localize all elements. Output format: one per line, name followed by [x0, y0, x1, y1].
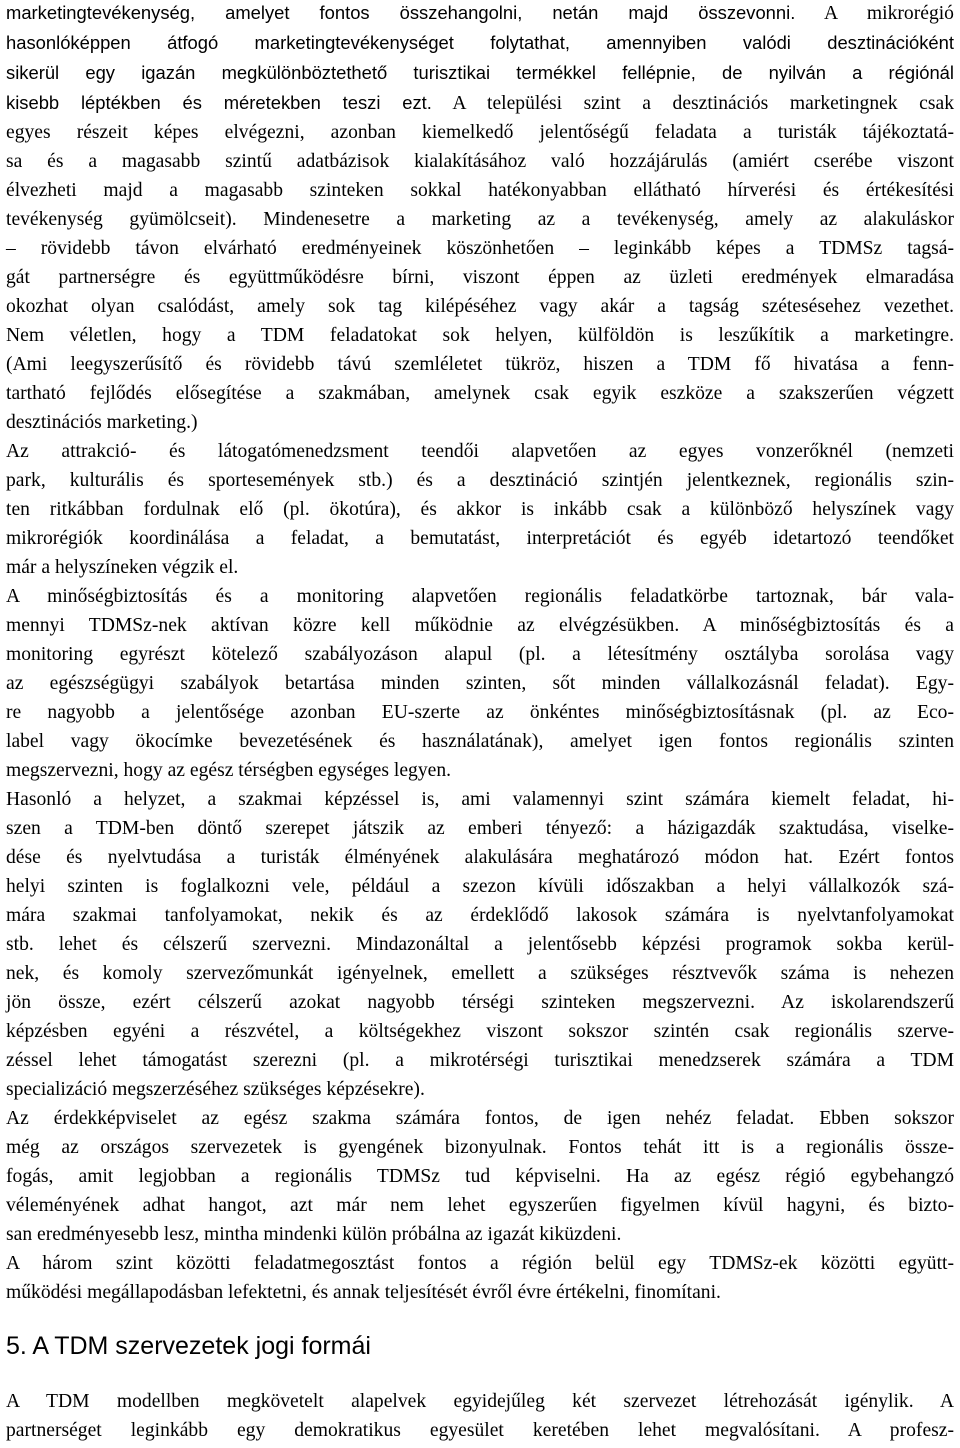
- paragraph: [6, 785, 954, 1104]
- text-run-sans: marketingtevékenység, amelyet fontos összehangolni, netán majd összevonni.: [6, 2, 796, 23]
- text-run: stb. lehet és célszerű szervezni. Mindazonáltal a jelentősebb képzési programok sokba kerül-: [6, 934, 954, 955]
- text-line: [6, 1017, 954, 1046]
- text-run: mikrorégiók koordinálása a feladat, a bemutatást, interpretációt és egyéb idetartozó teendőket: [6, 528, 954, 549]
- text-run: ten ritkábban fordulnak elő (pl. ökotúra), és akkor is inkább csak a különböző helyszínek vagy: [6, 499, 954, 520]
- text-run: már a helyszíneken végzik el.: [6, 557, 239, 578]
- text-run: A három szint közötti feladatmegosztást fontos a régión belül egy TDMSz-ek közötti együtt-: [6, 1253, 954, 1274]
- text-run: Az attrakció- és látogatómenedzsment teendői alapvetően az egyes vonzerőknél (nemzeti: [6, 441, 954, 462]
- text-line: [6, 1162, 954, 1191]
- text-run: san eredményesebb lesz, mintha mindenki külön próbálna az igazát kiküzdeni.: [6, 1224, 622, 1245]
- text-run: A TDM modellben megkövetelt alapelvek egyidejűleg két szervezet létrehozását igénylik. A: [6, 1391, 954, 1412]
- text-line: [6, 901, 954, 930]
- text-line: [6, 234, 954, 263]
- text-run: az egészségügyi szabályok betartása minden szinten, sőt minden vállalkozásnál feladat). Egy-: [6, 673, 954, 694]
- section-heading: 5. A TDM szervezetek jogi formái: [6, 1332, 371, 1360]
- text-line: [6, 843, 954, 872]
- text-line: [6, 147, 954, 176]
- text-line: [6, 1220, 954, 1249]
- text-run: park, kulturális és sportesemények stb.) és a desztináció szintjén jelentkeznek, regionális szin-: [6, 470, 954, 491]
- text-line: [6, 205, 954, 234]
- text-line: [6, 88, 954, 118]
- text-run: megszervezni, hogy az egész térségben egységes legyen.: [6, 760, 452, 781]
- text-run: (Ami leegyszerűsítő és rövidebb távú szemléletet tükröz, hiszen a TDM fő hivatása a fenn-: [6, 354, 954, 375]
- text-run-sans: hasonlóképpen átfogó marketingtevékenységet folytathat, amennyiben valódi desztinációként: [6, 32, 954, 53]
- text-line: [6, 640, 954, 669]
- text-line: [6, 466, 954, 495]
- paragraph: [6, 437, 954, 582]
- text-line: [6, 1278, 954, 1307]
- text-run: okozhat olyan csalódást, amely sok tag kilépéséhez vagy akár a tagság szétesésehez vezethet.: [6, 296, 954, 317]
- text-run: A települési szint a desztinációs marketingnek csak: [431, 93, 954, 114]
- text-line: [6, 408, 954, 437]
- text-line: [6, 524, 954, 553]
- text-run: működési megállapodásban lefektetni, és annak teljesítését évről évre értékelni, finomítani.: [6, 1282, 721, 1303]
- text-line: [6, 1249, 954, 1278]
- text-line: [6, 0, 954, 28]
- text-run: Nem véletlen, hogy a TDM feladatokat sok helyen, külföldön is leszűkítik a marketingre.: [6, 325, 954, 346]
- text-run: A mikrorégió: [795, 3, 954, 24]
- text-run: – rövidebb távon elvárható eredményeinek köszönhetően – leginkább képes a TDMSz tagsá-: [6, 238, 954, 259]
- text-run: mára szakmai tanfolyamokat, nekik és az érdeklődő lakosok számára is nyelvtanfolyamokat: [6, 905, 954, 926]
- text-line: [6, 930, 954, 959]
- text-run: zéssel lehet támogatást szerezni (pl. a mikrotérségi turisztikai menedzserek számára a TDM: [6, 1050, 954, 1071]
- text-line: [6, 118, 954, 147]
- text-run: még az országos szervezetek is gyengének bizonyulnak. Fontos tehát itt is a regionális össze-: [6, 1137, 954, 1158]
- text-run: szen a TDM-ben döntő szerepet játszik az emberi tényező: a házigazdák szaktudása, viselke-: [6, 818, 954, 839]
- text-run: Az érdekképviselet az egész szakma számára fontos, de igen nehéz feladat. Ebben sokszor: [6, 1108, 954, 1129]
- text-line: [6, 872, 954, 901]
- text-line: [6, 28, 954, 58]
- text-run: mennyi TDMSz-nek aktívan közre kell működnie az elvégzésükben. A minőségbiztosítás és a: [6, 615, 954, 636]
- text-line: [6, 814, 954, 843]
- text-line: [6, 1104, 954, 1133]
- text-line: [6, 321, 954, 350]
- text-line: [6, 1191, 954, 1220]
- text-line: [6, 437, 954, 466]
- final-paragraph: [6, 1387, 954, 1445]
- text-run: re nagyobb a jelentősége azonban EU-szerte az önkéntes minőségbiztosításnak (pl. az Eco-: [6, 702, 954, 723]
- text-run: Hasonló a helyzet, a szakmai képzéssel is, ami valamennyi szint számára kiemelt feladat, hi-: [6, 789, 954, 810]
- text-line: [6, 1133, 954, 1162]
- paragraph: [6, 1104, 954, 1249]
- text-line: [6, 611, 954, 640]
- paragraph: [6, 1387, 954, 1445]
- text-line: [6, 1416, 954, 1445]
- text-run: egyes részeit képes elvégezni, azonban kiemelkedő jelentőségű feladata a turisták tájékoztatá-: [6, 122, 954, 143]
- text-line: [6, 988, 954, 1017]
- text-run: tevékenység gyümölcseit). Mindenesetre a marketing az a tevékenység, amely az alakuláskor: [6, 209, 954, 230]
- text-line: [6, 495, 954, 524]
- text-line: [6, 553, 954, 582]
- text-run: desztinációs marketing.): [6, 412, 198, 433]
- body-text: [6, 0, 954, 1307]
- text-run: sa és a magasabb szintű adatbázisok kialakításához való hozzájárulás (amiért cserébe viszont: [6, 151, 954, 172]
- text-run: helyi szinten is foglalkozni vele, például a szezon kívüli időszakban a helyi vállalkozók szá-: [6, 876, 954, 897]
- text-run: nek, és komoly szervezőmunkát igényelnek, emellett a szükséges résztvevők száma is nehezen: [6, 963, 954, 984]
- text-line: [6, 756, 954, 785]
- text-line: [6, 669, 954, 698]
- text-line: [6, 263, 954, 292]
- text-line: [6, 1387, 954, 1416]
- text-line: [6, 292, 954, 321]
- text-line: [6, 1046, 954, 1075]
- text-line: [6, 379, 954, 408]
- text-line: [6, 176, 954, 205]
- text-line: [6, 698, 954, 727]
- text-line: [6, 1075, 954, 1104]
- text-run: jön össze, ezért célszerű azokat nagyobb térségi szinteken megszervezni. Az iskolarendszerű: [6, 992, 954, 1013]
- text-run-sans: kisebb léptékben és méretekben teszi ezt.: [6, 92, 432, 113]
- paragraph: [6, 582, 954, 785]
- text-line: [6, 350, 954, 379]
- text-run: élvezheti majd a magasabb szinteken sokkal hatékonyabban ellátható hírverési és értékesítési: [6, 180, 954, 201]
- text-run: dése és nyelvtudása a turisták élményének alakulására meghatározó módon hat. Ezért fontos: [6, 847, 954, 868]
- text-run: fogás, amit legjobban a regionális TDMSz tud képviselni. Ha az egész régió egybehangzó: [6, 1166, 954, 1187]
- text-run-sans: sikerül egy igazán megkülönböztethető turisztikai termékkel fellépnie, de nyilván a régiónál: [6, 62, 954, 83]
- text-run: monitoring egyrészt kötelező szabályozáson alapul (pl. a létesítmény osztályba sorolása vagy: [6, 644, 954, 665]
- text-run: gát partnerségre és együttműködésre bírni, viszont éppen az üzleti eredmények elmaradása: [6, 267, 954, 288]
- text-run: partnerséget leginkább egy demokratikus egyesület keretében lehet megvalósítani. A profesz-: [6, 1420, 954, 1441]
- text-line: [6, 727, 954, 756]
- text-run: label vagy ökocímke bevezetésének és használatának), amelyet igen fontos regionális szinten: [6, 731, 954, 752]
- paragraph: [6, 0, 954, 437]
- document-page: [6, 0, 954, 1445]
- text-line: [6, 58, 954, 88]
- text-line: [6, 959, 954, 988]
- text-run: specializáció megszerzéséhez szükséges képzésekre).: [6, 1079, 425, 1100]
- text-run: véleményének adhat hangot, azt már nem lehet egyszerűen figyelmen kívül hagyni, és bizto-: [6, 1195, 954, 1216]
- text-run: képzésben egyéni a részvétel, a költségekhez viszont sokszor szintén csak regionális szerve-: [6, 1021, 954, 1042]
- paragraph: [6, 1249, 954, 1307]
- text-run: A minőségbiztosítás és a monitoring alapvetően regionális feladatkörbe tartoznak, bár vala-: [6, 586, 954, 607]
- text-run: tartható fejlődés elősegítése a szakmában, amelynek csak egyik eszköze a szakszerűen végzett: [6, 383, 954, 404]
- text-line: [6, 582, 954, 611]
- text-line: [6, 785, 954, 814]
